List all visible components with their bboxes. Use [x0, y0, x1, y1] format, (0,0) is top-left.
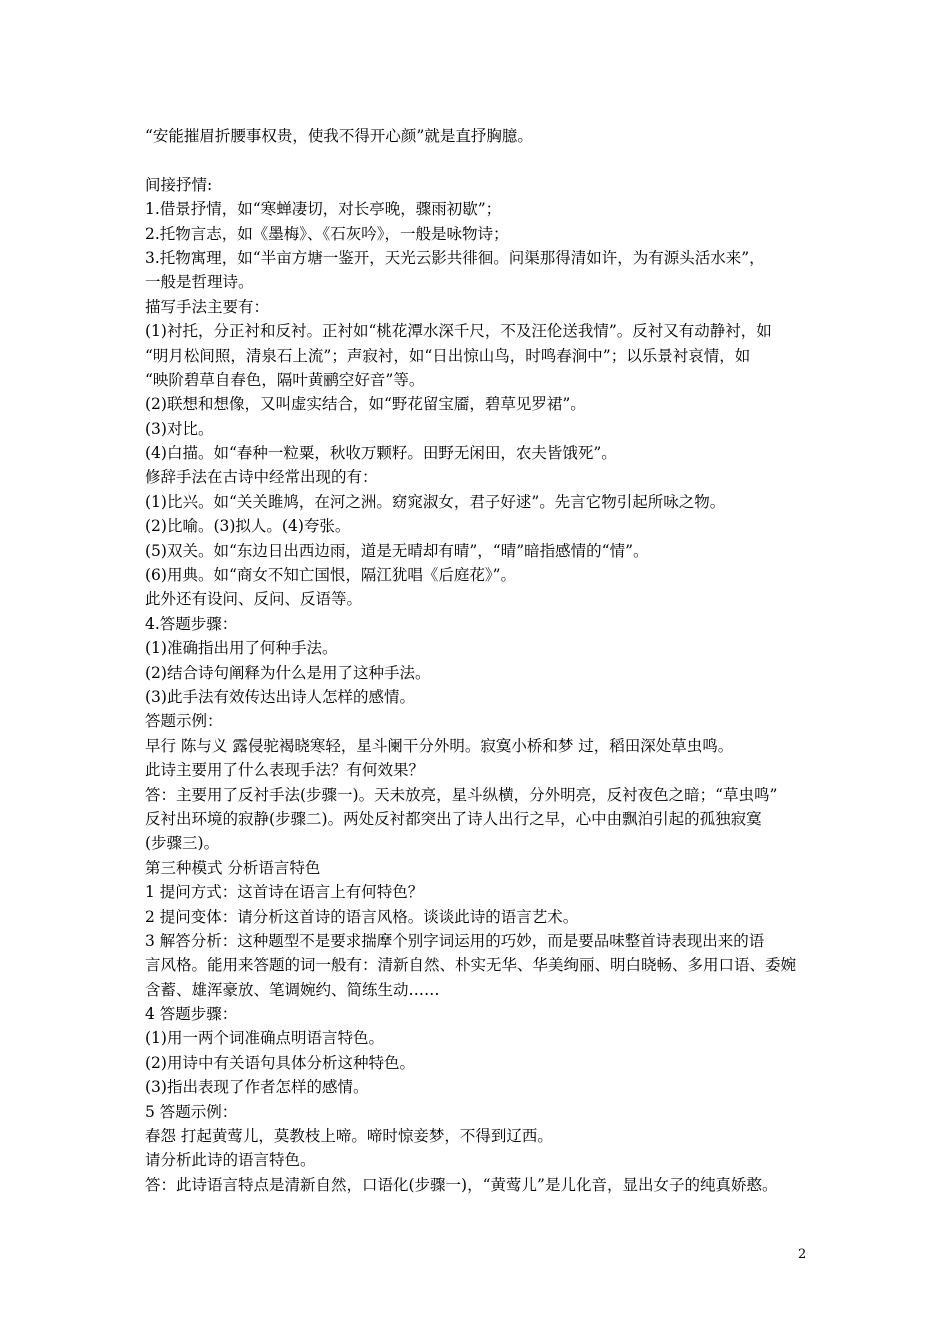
page-number: 2: [798, 1247, 807, 1262]
text-line: (步骤三)。: [145, 834, 220, 853]
text-line: 4 答题步骤：: [145, 1005, 238, 1024]
text-line: 言风格。能用来答题的词一般有：清新自然、朴实无华、华美绚丽、明白晓畅、多用口语、委婉: [145, 956, 797, 975]
text-line: (6)用典。如“商女不知亡国恨，隔江犹唱《后庭花》”。: [145, 566, 517, 585]
text-line: 答：此诗语言特点是清新自然，口语化(步骤一)，“黄莺儿”是儿化音，显出女子的纯真娇憨。: [145, 1175, 778, 1194]
text-line: (3)指出表现了作者怎样的感情。: [145, 1078, 369, 1097]
text-line: 答题示例：: [145, 712, 223, 731]
text-line: (1)衬托，分正衬和反衬。正衬如“桃花潭水深千尺，不及汪伦送我情”。反衬又有动静衬，如: [145, 322, 772, 341]
blank-line: [145, 148, 815, 172]
text-line: 4.答题步骤：: [145, 614, 238, 633]
text-line: 含蓄、雄浑豪放、笔调婉约、简练生动……: [145, 980, 440, 999]
text-line: (1)准确指出用了何种手法。: [145, 639, 338, 658]
text-line: 间接抒情:: [145, 175, 213, 194]
text-line: “明月松间照，清泉石上流”；声寂衬，如“日出惊山鸟，时鸣春涧中”；以乐景衬哀情，如: [145, 346, 751, 365]
text-line: 第三种模式 分析语言特色: [145, 858, 321, 877]
text-line: 3.托物寓理，如“半亩方塘一鉴开，天光云影共徘徊。问渠那得清如许，为有源头活水来”，: [145, 248, 765, 267]
text-line: 2 提问变体：请分析这首诗的语言风格。谈谈此诗的语言艺术。: [145, 907, 579, 926]
text-line: (2)联想和想像，又叫虚实结合，如“野花留宝靥，碧草见罗裙”。: [145, 395, 586, 414]
text-line: 描写手法主要有：: [145, 297, 270, 316]
text-line: (2)结合诗句阐释为什么是用了这种手法。: [145, 663, 431, 682]
text-line: (1)用一两个词准确点明语言特色。: [145, 1029, 384, 1048]
text-line: (3)对比。: [145, 419, 214, 438]
document-body: [145, 124, 815, 1197]
text-line: 此诗主要用了什么表现手法？有何效果？: [145, 761, 425, 780]
text-line: 1.借景抒情，如“寒蝉凄切，对长亭晚，骤雨初歇”；: [145, 200, 502, 219]
text-line: “安能摧眉折腰事权贵，使我不得开心颜”就是直抒胸臆。: [145, 127, 533, 145]
text-line: 2.托物言志，如《墨梅》、《石灰吟》，一般是咏物诗；: [145, 224, 509, 243]
text-line: 春怨 打起黄莺儿，莫教枝上啼。啼时惊妾梦，不得到辽西。: [145, 1127, 553, 1146]
text-line: 3 解答分析：这种题型不是要求揣摩个别字词运用的巧妙，而是要品味整首诗表现出来的语: [145, 931, 765, 950]
text-line: (2)用诗中有关语句具体分析这种特色。: [145, 1053, 415, 1072]
text-line: 5 答题示例：: [145, 1102, 238, 1121]
text-line: 1 提问方式：这首诗在语言上有何特色？: [145, 883, 424, 902]
text-line: “映阶碧草自春色，隔叶黄鹂空好音”等。: [145, 370, 425, 389]
text-line: (4)白描。如“春种一粒粟，秋收万颗籽。田野无闲田，农夫皆饿死”。: [145, 444, 617, 463]
text-line: 早行 陈与义 露侵驼褐晓寒轻，星斗阑干分外明。寂寞小桥和梦 过，稻田深处草虫鸣。: [145, 736, 734, 755]
text-line: 请分析此诗的语言特色。: [145, 1151, 316, 1170]
text-line: 此外还有设问、反问、反语等。: [145, 590, 363, 609]
text-line: 反衬出环境的寂静(步骤二)。两处反衬都突出了诗人出行之早，心中由飘泊引起的孤独寂寞: [145, 809, 762, 828]
text-line: (5)双关。如“东边日出西边雨，道是无晴却有晴”，“晴”暗指感情的“情”。: [145, 541, 649, 560]
text-line: 答：主要用了反衬手法(步骤一)。天未放亮，星斗纵横，分外明亮，反衬夜色之暗；“草虫鸣”: [145, 785, 778, 804]
text-line: (2)比喻。(3)拟人。(4)夸张。: [145, 517, 351, 536]
text-line: (1)比兴。如“关关雎鸠，在河之洲。窈窕淑女，君子好逑”。先言它物引起所咏之物。: [145, 492, 726, 511]
text-line: 一般是哲理诗。: [145, 273, 254, 292]
text-line: 修辞手法在古诗中经常出现的有：: [145, 468, 378, 487]
text-line: (3)此手法有效传达出诗人怎样的感情。: [145, 687, 415, 706]
